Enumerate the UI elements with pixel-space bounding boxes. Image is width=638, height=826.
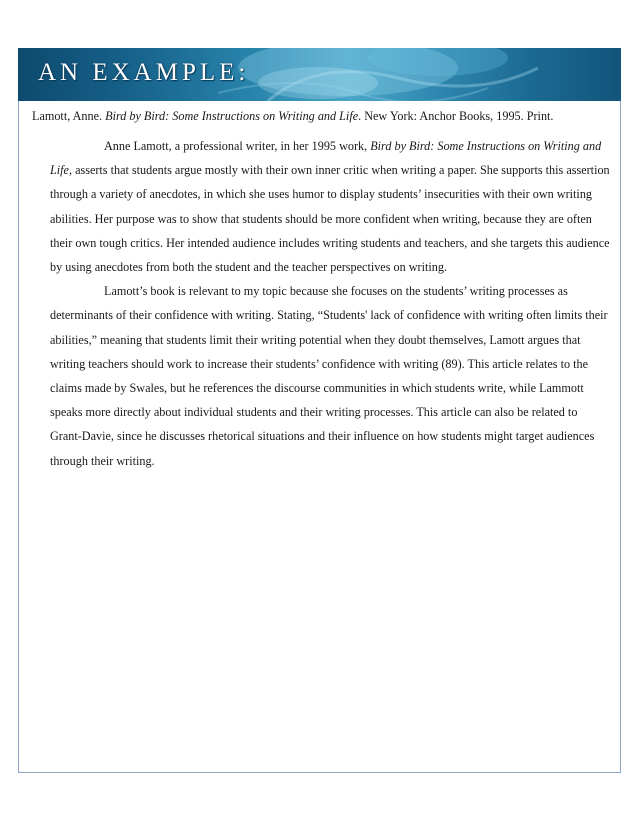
paragraph-summary <box>50 134 610 279</box>
paragraph-summary-text: , asserts that students argue mostly with their own inner critic when writing a paper. She supports this assertion through a variety of anecdotes, in which she uses humor to display students’ insecurities with their own writing abilities. Her purpose was to show that students should be more confident when writing, because they are often their own tough critics. Her intended audience includes writing students and teachers, and she targets this audience by using anecdotes from both the student and the teacher perspectives on writing. <box>50 163 610 275</box>
paragraph-relevance <box>50 279 610 473</box>
paragraph-summary-intro: Anne Lamott, a professional writer, in her 1995 work, <box>104 139 371 153</box>
citation-author: Lamott, Anne. <box>32 109 106 123</box>
annotation-body <box>50 134 610 473</box>
citation-title: Bird by Bird: Some Instructions on Writing and Life <box>105 109 359 123</box>
paragraph-relevance-text: Lamott’s book is relevant to my topic because she focuses on the students’ writing processes as determinants of their confidence with writing. Stating, “Students' lack of confidence with writing often limits their abilities,” meaning that students limit their writing potential when they doubt themselves, Lamott argues that writing teachers should work to increase their students’ confidence with writing (89). This article relates to the claims made by Swales, but he references the discourse communities in which students write, while Lammott speaks more directly about individual students and their writing processes. This article can also be related to Grant-Davie, since he discusses rhetorical situations and their influence on how students might target audiences through their writing. <box>50 284 608 468</box>
banner-title: AN EXAMPLE: <box>38 59 250 86</box>
banner <box>18 48 621 101</box>
citation-publication: . New York: Anchor Books, 1995. Print. <box>358 109 554 123</box>
citation <box>32 109 607 124</box>
paragraph-summary-title: Bird by Bird: Some Instructions on Writing and Life <box>50 139 602 178</box>
